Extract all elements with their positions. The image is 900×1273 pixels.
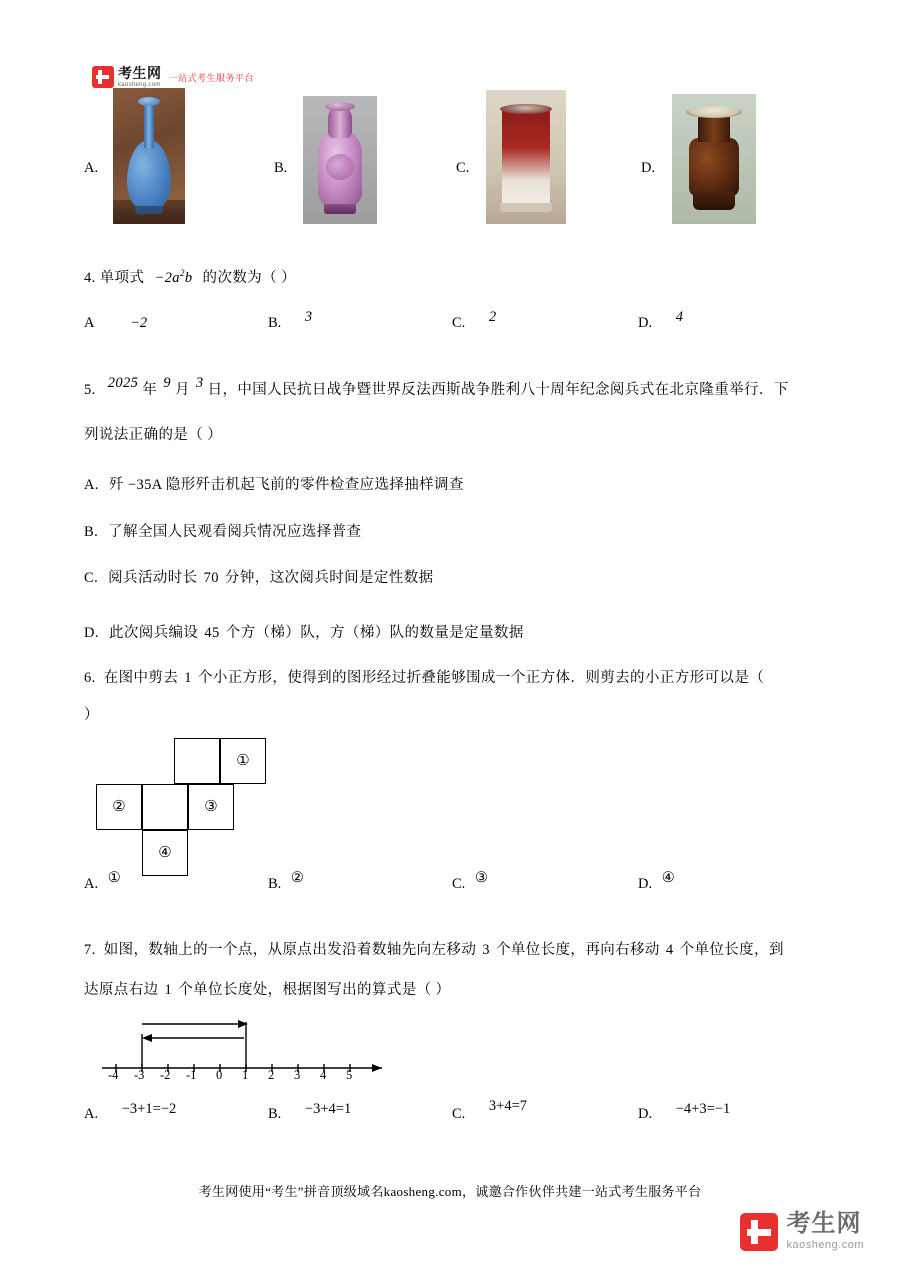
q7-number: 7. <box>84 942 96 958</box>
site-logo <box>92 66 254 88</box>
image-option-label-c: C. <box>456 160 470 176</box>
q4-option-c-label: C. <box>452 315 466 331</box>
footer-logo <box>740 1212 864 1251</box>
q6-option-a[interactable] <box>84 870 121 893</box>
question-7-stem-line1 <box>84 935 784 965</box>
q6-line1-post: 个小正方形，使得到的图形经过折叠能够围成一个正方体．则剪去的小正方形可以是（ <box>197 670 765 686</box>
tick-label-0: 0 <box>216 1068 223 1082</box>
question-5-stem-line2: 列说法正确的是（ ） <box>84 427 223 443</box>
net-cell-blank-top <box>174 738 220 784</box>
image-option-label-a: A. <box>84 160 99 176</box>
q4-option-a-label: A <box>84 315 95 331</box>
vase-image-b <box>303 96 377 224</box>
q5-option-b[interactable] <box>84 517 361 547</box>
q7-option-c-text: 3+4=7 <box>488 1098 528 1114</box>
q4-option-b[interactable] <box>268 309 313 332</box>
q4-option-d[interactable] <box>638 309 683 332</box>
q5-option-a-post: 隐形歼击机起飞前的零件检查应选择抽样调查 <box>165 477 464 493</box>
q6-option-c-label: C. <box>452 876 466 892</box>
tick-label--4: -4 <box>108 1068 119 1082</box>
q6-line1-math: 1 <box>184 670 192 686</box>
q4-option-c[interactable] <box>452 309 497 332</box>
net-cell-blank-mid <box>142 784 188 830</box>
logo-text <box>118 66 162 88</box>
vase-image-a <box>113 88 185 224</box>
q7-option-b[interactable] <box>268 1101 352 1123</box>
q4-option-c-text: 2 <box>488 309 497 325</box>
vase-image-d <box>672 94 756 224</box>
q4-option-b-label: B. <box>268 315 282 331</box>
q6-option-a-label: A. <box>84 876 99 892</box>
footer-logo-domain: kaosheng.com <box>786 1239 864 1251</box>
q4-option-d-text: 4 <box>675 309 683 325</box>
q7-line2-pre: 达原点右边 <box>84 982 159 998</box>
q5-option-d-math: 45 <box>204 625 220 641</box>
q7-option-b-text: −3+4=1 <box>304 1101 352 1117</box>
net-cell-1: ① <box>220 738 266 784</box>
q5-line1-rest: 日，中国人民抗日战争暨世界反法西斯战争胜利八十周年纪念阅兵式在北京隆重举行．下 <box>207 382 789 398</box>
question-6-stem-line2: ） <box>84 707 99 723</box>
q4-option-a[interactable] <box>84 315 147 332</box>
number-line-ticklabels <box>96 1068 396 1088</box>
tick-label-5: 5 <box>346 1068 353 1082</box>
footer-logo-mark-icon <box>740 1213 778 1251</box>
net-cell-2: ② <box>96 784 142 830</box>
q7-option-b-label: B. <box>268 1106 282 1122</box>
q7-option-a-label: A. <box>84 1106 99 1122</box>
q5-option-d-pre: 此次阅兵编设 <box>108 625 199 641</box>
q6-option-c[interactable] <box>452 870 488 893</box>
q7-line2-math: 1 <box>164 982 173 998</box>
q4-number: 4. <box>84 269 96 286</box>
question-5-stem-line1 <box>84 375 789 405</box>
q5-number: 5. <box>84 382 96 398</box>
q4-option-b-text: 3 <box>304 309 313 325</box>
tick-label-2: 2 <box>268 1068 275 1082</box>
q6-option-b-text: ② <box>290 870 304 886</box>
q5-month: 9 <box>163 375 171 391</box>
q5-year: 2025 <box>107 375 139 391</box>
q6-option-b-label: B. <box>268 876 282 892</box>
tick-label-1: 1 <box>242 1068 249 1082</box>
q6-option-b[interactable] <box>268 870 304 893</box>
image-option-label-b: B. <box>274 160 288 176</box>
tick-label-4: 4 <box>320 1068 327 1082</box>
q5-option-a[interactable] <box>84 470 464 500</box>
tick-label--3: -3 <box>134 1068 145 1082</box>
q5-option-b-label: B. <box>84 524 99 540</box>
number-line-figure <box>96 1010 396 1088</box>
footer-logo-title: 考生网 <box>786 1210 862 1237</box>
q5-option-d-label: D. <box>84 625 99 641</box>
q4-option-a-text: −2 <box>130 315 148 331</box>
question-6-stem-line1 <box>84 663 764 693</box>
q5-year-unit: 年 <box>142 382 158 398</box>
q7-line2-post: 个单位长度处，根据图写出的算式是（ ） <box>178 982 451 998</box>
tick-label--1: -1 <box>186 1068 197 1082</box>
q7-line1-math2: 4 <box>665 942 674 958</box>
q7-line1-math1: 3 <box>482 942 490 958</box>
q4-stem-post: 的次数为（ ） <box>202 269 296 286</box>
q7-option-a-text: −3+1=−2 <box>121 1101 177 1117</box>
q5-option-a-label: A. <box>84 477 99 493</box>
logo-domain: kaosheng.com <box>118 82 161 88</box>
tick-label--2: -2 <box>160 1068 171 1082</box>
vase-image-c <box>486 90 566 224</box>
question-4-stem <box>84 258 296 293</box>
q5-option-c-post: 分钟，这次阅兵时间是定性数据 <box>224 570 434 586</box>
q6-option-a-text: ① <box>107 870 121 886</box>
tick-label-3: 3 <box>294 1068 301 1082</box>
q5-day: 3 <box>195 375 204 391</box>
q5-option-a-pre: 歼 <box>108 477 124 493</box>
cube-net-figure <box>96 738 276 878</box>
q4-option-d-label: D. <box>638 315 653 331</box>
q6-option-d-text: ④ <box>661 870 675 886</box>
net-cell-4: ④ <box>142 830 188 876</box>
q7-line1-post: 个单位长度，到 <box>679 942 784 958</box>
q5-option-d[interactable] <box>84 618 524 648</box>
q7-option-c[interactable] <box>452 1098 528 1123</box>
q5-option-c[interactable] <box>84 563 434 593</box>
q7-option-d[interactable] <box>638 1101 731 1123</box>
q6-number: 6. <box>84 670 96 686</box>
q6-option-c-text: ③ <box>474 870 488 886</box>
net-cell-3: ③ <box>188 784 234 830</box>
footer-note: 考生网使用“考生”拼音顶级域名kaosheng.com，诚邀合作伙伴共建一站式考生服务平台 <box>198 1184 702 1199</box>
q5-option-d-post: 个方（梯）队，方（梯）队的数量是定量数据 <box>225 625 524 641</box>
logo-mark-icon <box>92 66 114 88</box>
q7-option-d-label: D. <box>638 1106 653 1122</box>
q5-option-b-text: 了解全国人民观看阅兵情况应选择普查 <box>108 524 362 540</box>
q7-option-d-text: −4+3=−1 <box>675 1101 731 1117</box>
q7-line1-mid: 个单位长度，再向右移动 <box>495 942 660 958</box>
q5-month-unit: 月 <box>174 382 190 398</box>
q6-option-d[interactable] <box>638 870 675 893</box>
logo-title: 考生网 <box>118 65 162 81</box>
q5-option-c-pre: 阅兵活动时长 <box>108 570 198 586</box>
image-option-row <box>0 88 900 228</box>
image-option-label-d: D. <box>641 160 656 176</box>
q7-line1-pre: 如图，数轴上的一个点，从原点出发沿着数轴先向左移动 <box>103 942 477 958</box>
q4-stem-pre: 单项式 <box>99 269 145 286</box>
q5-option-c-math: 70 <box>203 570 219 586</box>
q7-option-a[interactable] <box>84 1101 177 1123</box>
logo-slogan: 一站式考生服务平台 <box>168 72 255 83</box>
question-7-stem-line2 <box>84 975 450 1005</box>
q5-option-a-math: −35A <box>127 477 162 493</box>
q5-option-c-label: C. <box>84 570 99 586</box>
q6-line1-pre: 在图中剪去 <box>103 670 179 686</box>
q6-option-d-label: D. <box>638 876 653 892</box>
q4-expression: $-2a^2b$ <box>154 268 193 286</box>
q7-option-c-label: C. <box>452 1106 466 1122</box>
